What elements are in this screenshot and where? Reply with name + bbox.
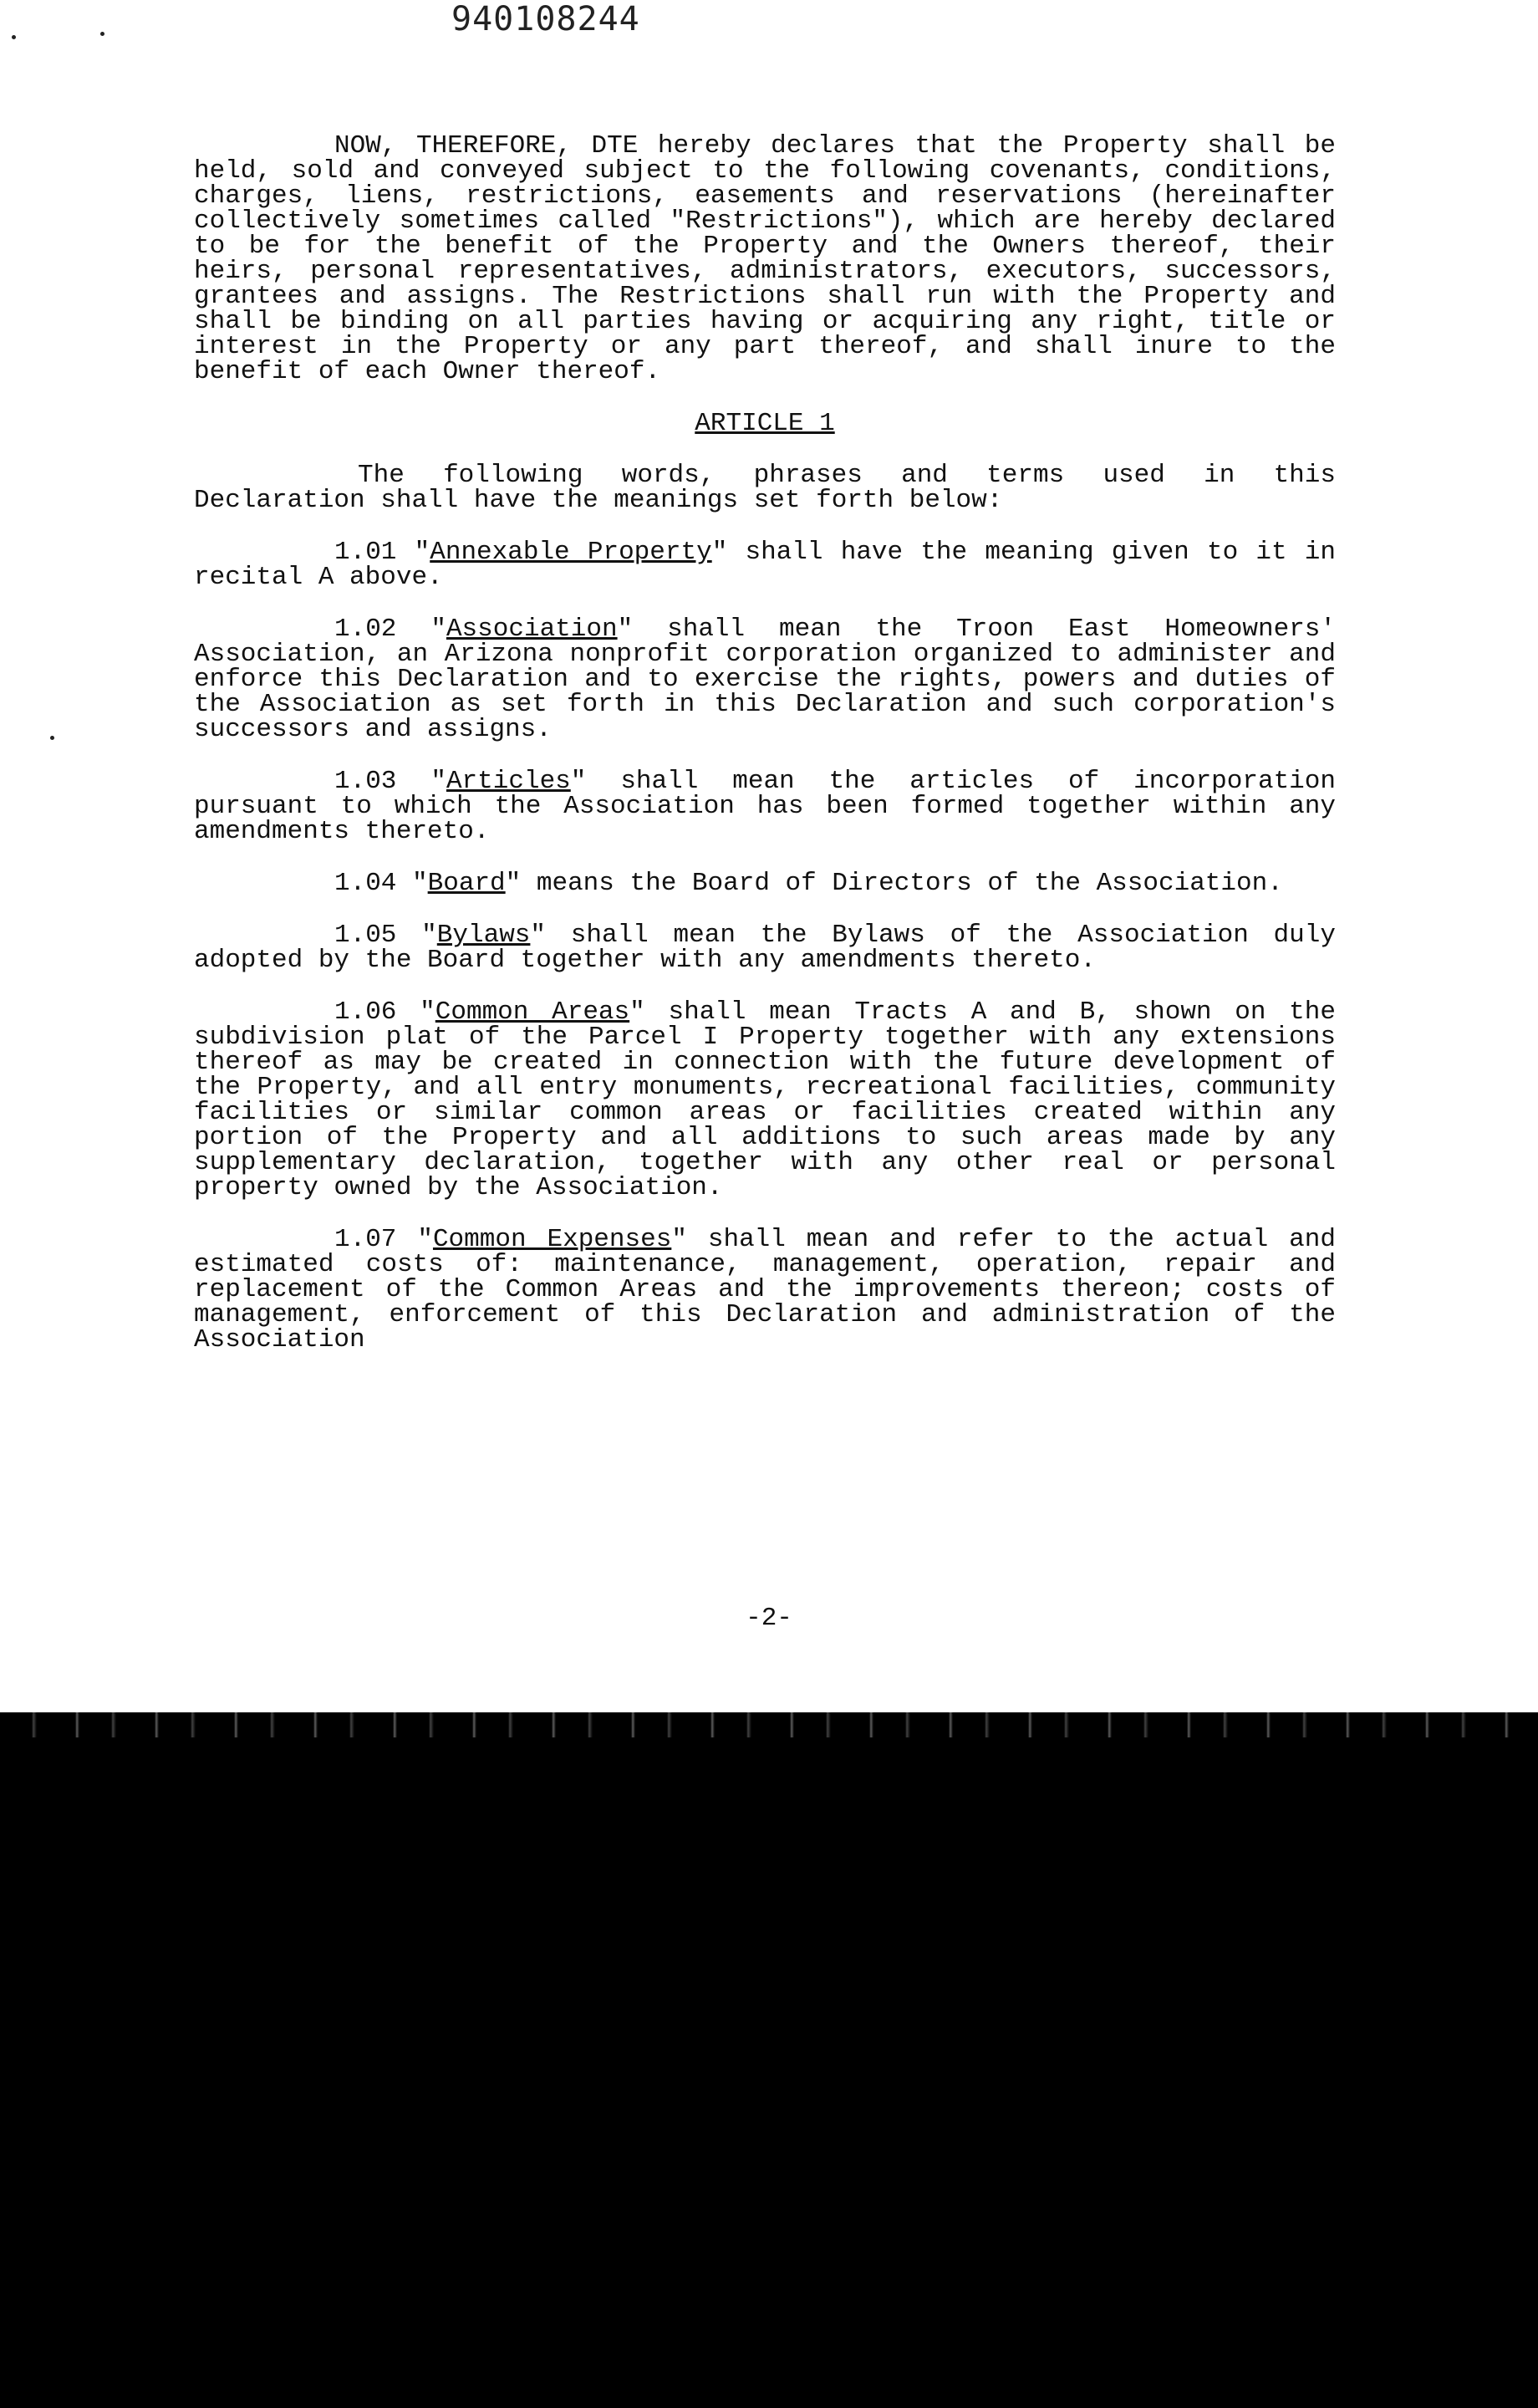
definition-text: shall mean and refer to the actual and estimated costs of: maintenance, management, operation, repair and replacement of the Common Areas and the improvements thereon; costs of management, enforcement of this Declaration and administration of the Association	[194, 1225, 1336, 1354]
page-number: -2-	[746, 1604, 792, 1633]
scan-speck	[100, 32, 104, 36]
definition-1-07: 1.07 "Common Expenses" shall mean and refer to the actual and estimated costs of: maintenance, management, operation, repair and replacement of the Common Areas and the improvements thereon; costs of management, enforcement of this Declaration and administration of the Association	[194, 1225, 1336, 1354]
article-intro-paragraph: The following words, phrases and terms used in this Declaration shall have the meanings set forth below:	[194, 461, 1336, 515]
definition-text: shall mean the Bylaws of the Association duly adopted by the Board together with any amendments thereto.	[194, 921, 1336, 975]
scan-edge-noise	[0, 1712, 1538, 1737]
definition-term: Board	[427, 869, 506, 898]
definition-term: Bylaws	[436, 921, 531, 950]
definition-term: Articles	[446, 767, 571, 796]
definition-1-03: 1.03 "Articles" shall mean the articles of incorporation pursuant to which the Association has been formed together within any amendments thereto.	[194, 767, 1336, 846]
definition-text: shall mean the Troon East Homeowners' Association, an Arizona nonprofit corporation organized to administer and enforce this Declaration and to exercise the rights, powers and duties of the Association as set forth in this Declaration and such corporation's successors and assigns.	[194, 615, 1336, 744]
definition-text: means the Board of Directors of the Association.	[536, 869, 1283, 898]
definition-term: Annexable Property	[430, 538, 712, 567]
intro-paragraph: NOW, THEREFORE, DTE hereby declares that the Property shall be held, sold and conveyed subject to the following covenants, conditions, charges, liens, restrictions, easements and reservations (hereinafter collectively sometimes called "Restrictions"), which are hereby declared to be for the benefit of the Property and the Owners thereof, their heirs, personal representatives, administrators, executors, successors, grantees and assigns. The Restrictions shall run with the Property and shall be binding on all parties having or acquiring any right, title or interest in the Property or any part thereof, and shall inure to the benefit of each Owner thereof.	[194, 131, 1336, 386]
definition-number: 1.06	[334, 997, 397, 1027]
document-stamp-number: 940108244	[451, 0, 640, 38]
definition-1-02: 1.02 "Association" shall mean the Troon East Homeowners' Association, an Arizona nonprofit corporation organized to administer and enforce this Declaration and to exercise the rights, powers and duties of the Association as set forth in this Declaration and such corporation's successors and assigns.	[194, 615, 1336, 744]
definition-text: shall mean Tracts A and B, shown on the subdivision plat of the Parcel I Property together with any extensions thereof as may be created in connection with the future development of the Property, and all entry monuments, recreational facilities, community facilities or similar common areas or facilities created within any portion of the Property and all additions to such areas made by any supplementary declaration, together with any other real or personal property owned by the Association.	[194, 997, 1336, 1202]
article-heading: ARTICLE 1	[695, 409, 835, 438]
definition-1-04: 1.04 "Board" means the Board of Directors of the Association.	[334, 869, 1283, 898]
definition-number: 1.01	[334, 538, 397, 567]
definition-term: Association	[446, 615, 618, 644]
scan-black-margin	[0, 1712, 1538, 2408]
document-body	[194, 131, 1336, 1380]
definition-number: 1.02	[334, 615, 397, 644]
definition-1-01: 1.01 "Annexable Property" shall have the meaning given to it in recital A above.	[194, 538, 1336, 592]
definition-term: Common Areas	[435, 997, 630, 1027]
definition-number: 1.03	[334, 767, 397, 796]
scan-speck	[50, 736, 54, 740]
definition-text: shall have the meaning given to it in recital A above.	[194, 538, 1336, 592]
scan-speck	[12, 35, 16, 39]
definition-term: Common Expenses	[432, 1225, 672, 1254]
definition-number: 1.07	[334, 1225, 397, 1254]
definition-1-06: 1.06 "Common Areas" shall mean Tracts A and B, shown on the subdivision plat of the Parcel I Property together with any extensions thereof as may be created in connection with the future development of the Property, and all entry monuments, recreational facilities, community facilities or similar common areas or facilities created within any portion of the Property and all additions to such areas made by any supplementary declaration, together with any other real or personal property owned by the Association.	[194, 997, 1336, 1202]
definition-number: 1.05	[334, 921, 397, 950]
definition-number: 1.04	[334, 869, 397, 898]
definition-text: shall mean the articles of incorporation pursuant to which the Association has been formed together within any amendments thereto.	[194, 767, 1336, 846]
definition-1-05: 1.05 "Bylaws" shall mean the Bylaws of the Association duly adopted by the Board together with any amendments thereto.	[194, 921, 1336, 975]
